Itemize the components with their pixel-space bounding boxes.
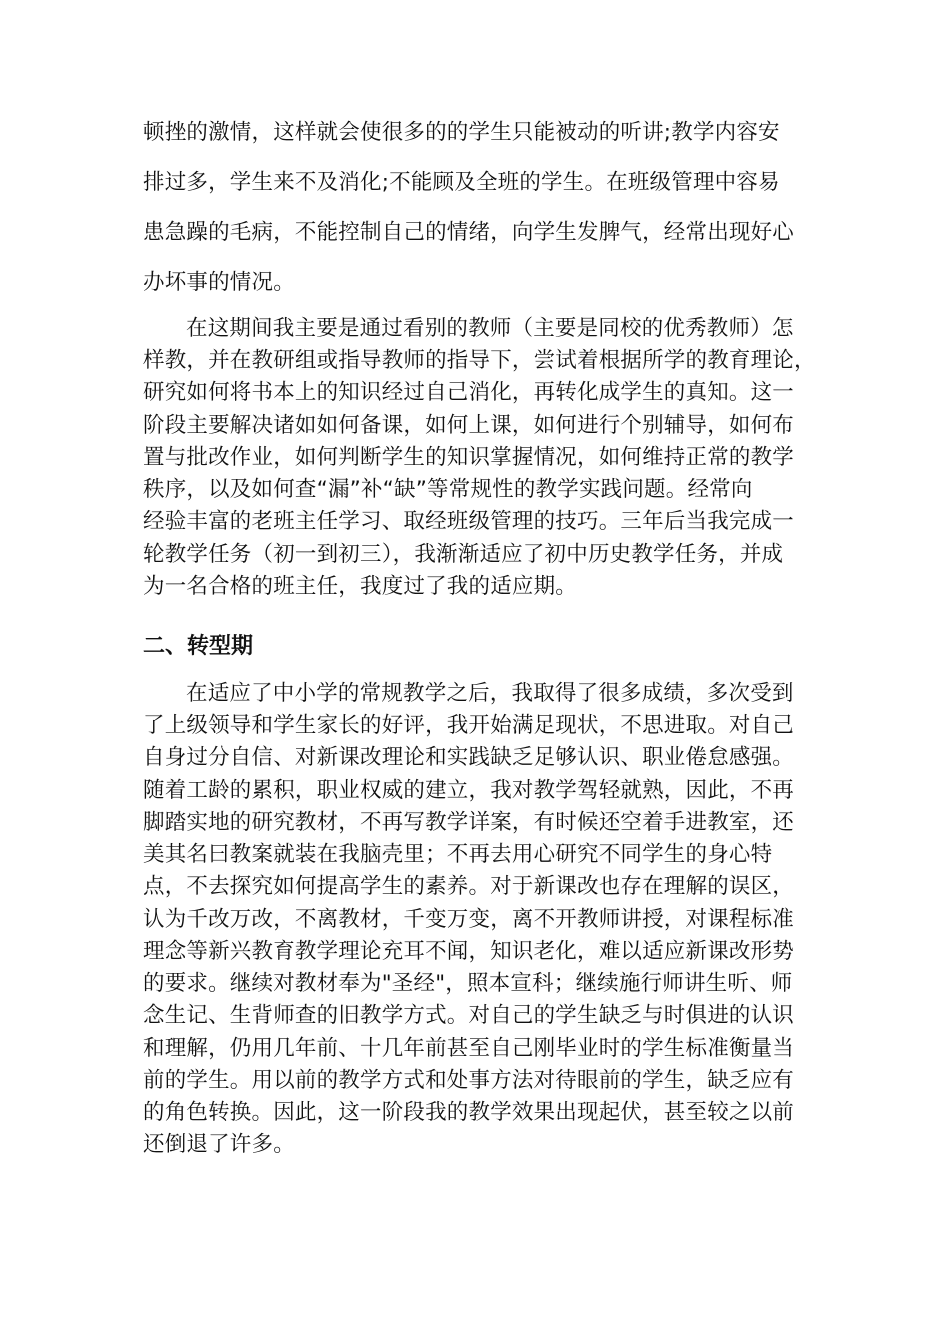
paragraph-line: 念生记、生背师查的旧教学方式。对自己的学生缺乏与时俱进的认识 xyxy=(143,1003,795,1028)
paragraph-line: 点，不去探究如何提高学生的素养。对于新课改也存在理解的误区， xyxy=(143,874,795,899)
section-heading: 二、转型期 xyxy=(143,634,254,659)
paragraph-line: 样教，并在教研组或指导教师的指导下，尝试着根据所学的教育理论， xyxy=(143,348,816,373)
paragraph-line: 理念等新兴教育教学理论充耳不闻，知识老化，难以适应新课改形势 xyxy=(143,939,795,964)
paragraph-line: 为一名合格的班主任，我度过了我的适应期。 xyxy=(143,574,578,599)
paragraph-line: 排过多，学生来不及消化;不能顾及全班的学生。在班级管理中容易 xyxy=(143,170,780,195)
paragraph-line: 的要求。继续对教材奉为"圣经"，照本宣科；继续施行师讲生听、师 xyxy=(143,971,793,996)
paragraph-line: 研究如何将书本上的知识经过自己消化，再转化成学生的真知。这一 xyxy=(143,380,795,405)
paragraph-line: 随着工龄的累积，职业权威的建立，我对教学驾轻就熟，因此，不再 xyxy=(143,778,795,803)
paragraph-line: 在这期间我主要是通过看别的教师（主要是同校的优秀教师）怎 xyxy=(186,316,794,341)
paragraph-line: 顿挫的激情，这样就会使很多的的学生只能被动的听讲;教学内容安 xyxy=(143,120,780,145)
paragraph-line: 轮教学任务（初一到初三），我渐渐适应了初中历史教学任务，并成 xyxy=(143,542,784,567)
paragraph-line: 了上级领导和学生家长的好评，我开始满足现状，不思进取。对自己 xyxy=(143,713,795,738)
paragraph-line: 还倒退了许多。 xyxy=(143,1132,295,1157)
paragraph-line: 置与批改作业，如何判断学生的知识掌握情况，如何维持正常的教学 xyxy=(143,445,795,470)
paragraph-line: 经验丰富的老班主任学习、取经班级管理的技巧。三年后当我完成一 xyxy=(143,509,795,534)
paragraph-line: 脚踏实地的研究教材，不再写教学详案，有时候还空着手进教室，还 xyxy=(143,810,795,835)
paragraph-line: 的角色转换。因此，这一阶段我的教学效果出现起伏，甚至较之以前 xyxy=(143,1100,795,1125)
paragraph-line: 患急躁的毛病，不能控制自己的情绪，向学生发脾气，经常出现好心 xyxy=(143,220,795,245)
paragraph-line: 在适应了中小学的常规教学之后，我取得了很多成绩，多次受到 xyxy=(186,681,794,706)
paragraph-line: 秩序，以及如何查“漏”补“缺”等常规性的教学实践问题。经常向 xyxy=(143,477,753,502)
paragraph-line: 前的学生。用以前的教学方式和处事方法对待眼前的学生，缺乏应有 xyxy=(143,1068,795,1093)
paragraph-line: 阶段主要解决诸如如何备课，如何上课，如何进行个别辅导，如何布 xyxy=(143,413,795,438)
paragraph-line: 自身过分自信、对新课改理论和实践缺乏足够认识、职业倦怠感强。 xyxy=(143,745,795,770)
paragraph-line: 认为千改万改，不离教材，千变万变，离不开教师讲授，对课程标准 xyxy=(143,907,795,932)
paragraph-line: 和理解，仍用几年前、十几年前甚至自己刚毕业时的学生标准衡量当 xyxy=(143,1036,795,1061)
paragraph-line: 美其名曰教案就装在我脑壳里；不再去用心研究不同学生的身心特 xyxy=(143,842,773,867)
paragraph-line: 办坏事的情况。 xyxy=(143,270,295,295)
